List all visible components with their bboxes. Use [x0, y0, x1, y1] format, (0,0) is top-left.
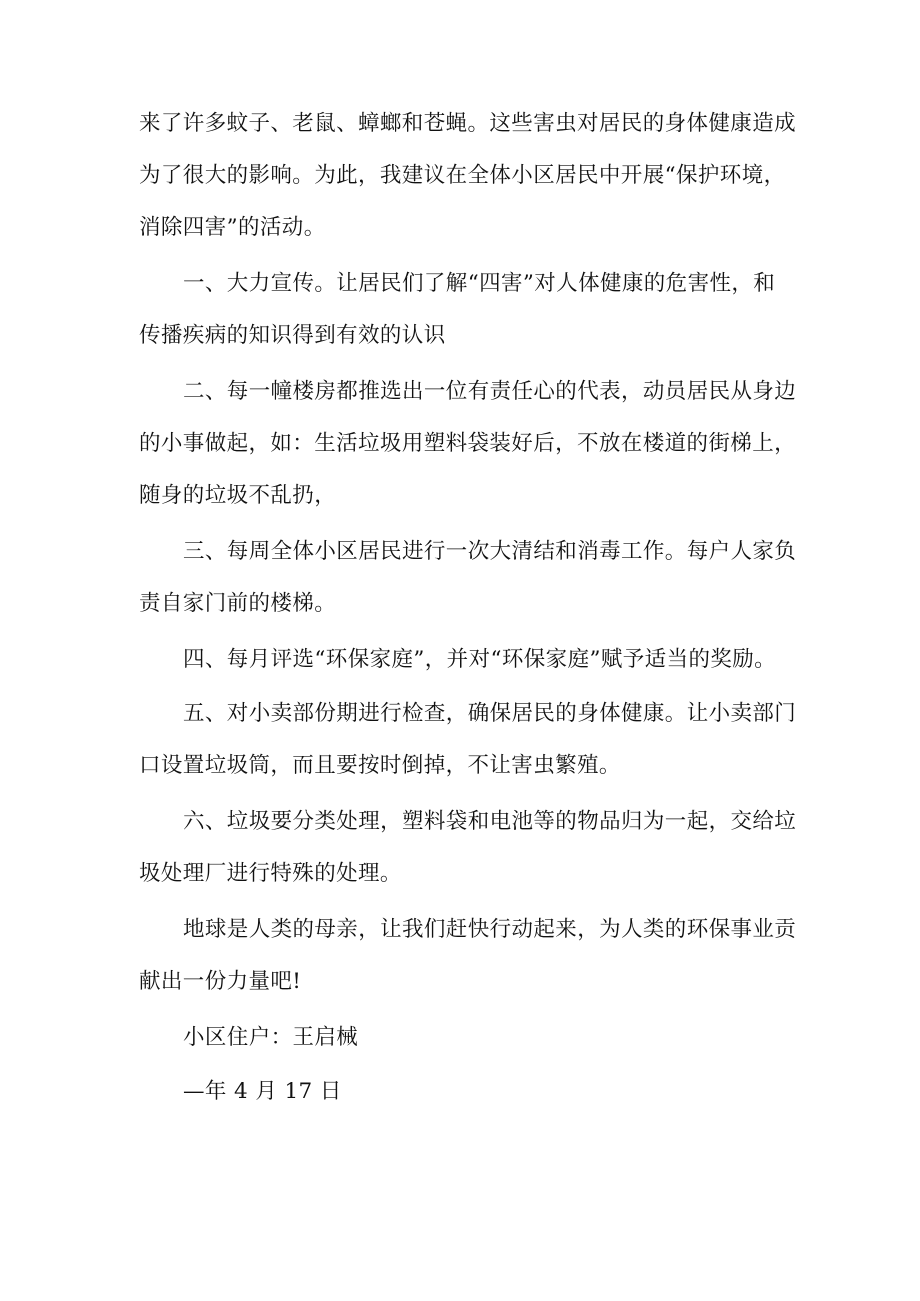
- text-line: 口设置垃圾筒，而且要按时倒掉，不让害虫繁殖。: [139, 753, 621, 778]
- date-line: [139, 1066, 789, 1118]
- text-line: 责自家门前的楼梯。: [139, 591, 337, 616]
- text-line: 为了很大的影响。为此，我建议在全体小区居民中开展“保护环境，: [139, 163, 786, 188]
- text-line: 传播疾病的知识得到有效的认识: [139, 323, 446, 348]
- text-line: 消除四害”的活动。: [139, 215, 326, 240]
- text-line: 五、对小卖部份期进行检查，确保居民的身体健康。让小卖部门: [183, 701, 797, 726]
- text-line: 献出一份力量吧!: [139, 969, 302, 994]
- proposal-item-6: [139, 796, 797, 900]
- proposal-item-1: [139, 258, 789, 362]
- proposal-item-3: [139, 526, 797, 630]
- text-line: 三、每周全体小区居民进行一次大清结和消毒工作。每户人家负: [183, 539, 797, 564]
- text-line: 圾处理厂进行特殊的处理。: [139, 861, 402, 886]
- body-paragraph-intro: [139, 98, 797, 254]
- proposal-item-2: [139, 366, 797, 522]
- text-line: 二、每一幢楼房都推选出一位有责任心的代表，动员居民从身边: [183, 379, 797, 404]
- text-line: 随身的垃圾不乱扔，: [139, 483, 337, 508]
- text-line: —年 4 月 17 日: [183, 1079, 342, 1104]
- text-line: 来了许多蚊子、老鼠、蟑螂和苍蝇。这些害虫对居民的身体健康造成: [139, 111, 797, 136]
- text-line: 四、每月评选“环保家庭”，并对“环保家庭”赋予适当的奖励。: [183, 647, 777, 672]
- closing-paragraph: [139, 904, 797, 1008]
- proposal-item-5: [139, 688, 797, 792]
- text-line: 地球是人类的母亲，让我们赶快行动起来，为人类的环保事业贡: [183, 917, 797, 942]
- signature-line: [139, 1012, 789, 1064]
- text-line: 小区住户：王启械: [183, 1025, 359, 1050]
- proposal-item-4: [139, 634, 789, 686]
- text-line: 一、大力宣传。让居民们了解“四害”对人体健康的危害性，和: [183, 271, 776, 296]
- text-line: 六、垃圾要分类处理，塑料袋和电池等的物品归为一起，交给垃: [183, 809, 797, 834]
- text-line: 的小事做起，如：生活垃圾用塑料袋装好后，不放在楼道的街梯上，: [139, 431, 797, 456]
